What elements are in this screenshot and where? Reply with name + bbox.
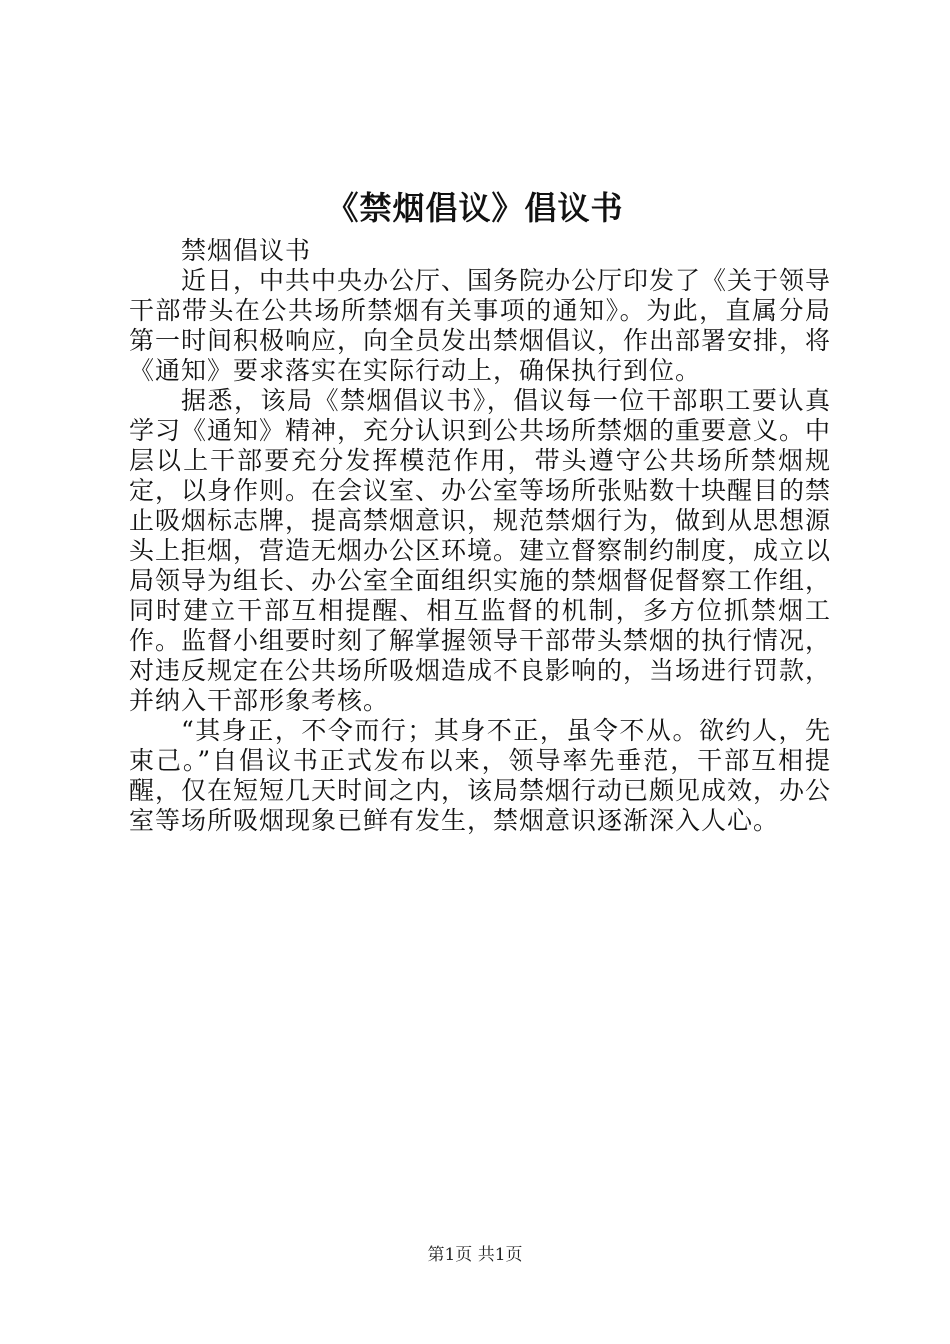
page-footer: 第1页 共1页 — [427, 1245, 523, 1265]
document-body — [129, 236, 831, 836]
paragraph-details: 据悉，该局《禁烟倡议书》，倡议每一位干部职工要认真学习《通知》精神，充分认识到公共场所禁烟的重要意义。中层以上干部要充分发挥模范作用，带头遵守公共场所禁烟规定，以身作则。在会议室、办公室等场所张贴数十块醒目的禁止吸烟标志牌，提高禁烟意识，规范禁烟行为，做到从思想源头上拒烟，营造无烟办公区环境。建立督察制约制度，成立以局领导为组长、办公室全面组织实施的禁烟督促督察工作组，同时建立干部互相提醒、相互监督的机制，多方位抓禁烟工作。监督小组要时刻了解掌握领导干部带头禁烟的执行情况，对违反规定在公共场所吸烟造成不良影响的，当场进行罚款，并纳入干部形象考核。 — [129, 386, 832, 715]
paragraph-heading: 禁烟倡议书 — [181, 236, 312, 265]
paragraph-intro: 近日，中共中央办公厅、国务院办公厅印发了《关于领导干部带头在公共场所禁烟有关事项的通知》。为此，直属分局第一时间积极响应，向全员发出禁烟倡议，作出部署安排，将《通知》要求落实在实际行动上，确保执行到位。 — [129, 266, 832, 385]
document-title: 《禁烟倡议》倡议书 — [326, 189, 624, 227]
paragraph-conclusion: “其身正，不令而行；其身不正，虽令不从。欲约人，先束己。”自倡议书正式发布以来，领导率先垂范，干部互相提醒，仅在短短几天时间之内，该局禁烟行动已颇见成效，办公室等场所吸烟现象已鲜有发生，禁烟意识逐渐深入人心。 — [129, 716, 832, 835]
